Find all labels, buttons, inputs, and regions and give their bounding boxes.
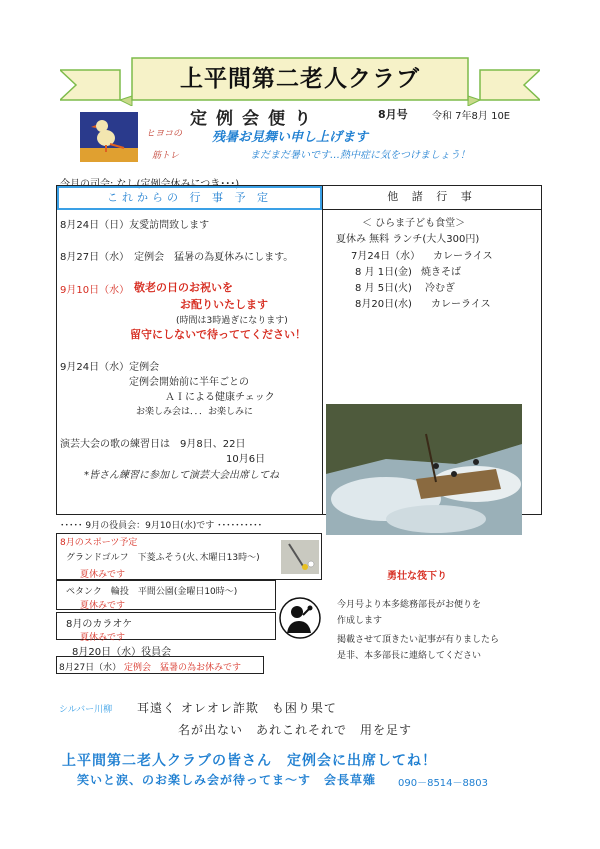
aug27-note: 定例会 猛暑の為お休みです (124, 663, 242, 673)
schedule-item: 8月24日（日）友愛訪問致します (60, 220, 210, 231)
schedule-item: 8月27日（水） 定例会 猛暑の為夏休みにします。 (60, 252, 294, 263)
closing-message: 笑いと涙、のお楽しみ会が待ってま～す 会長草薙 (77, 773, 377, 787)
senryu-label: シルバー川柳 (59, 705, 113, 715)
editor-note: 是非、本多部長に連絡してください (337, 651, 482, 661)
practice-days: 10月6日 (226, 454, 266, 465)
contact-phone: 090－8514－8803 (398, 778, 488, 789)
ground-golf-image (281, 540, 319, 574)
menu-dish: 冷むぎ (425, 283, 455, 294)
chick-label: ヒヨコの (146, 129, 183, 139)
golf-item: グランドゴルフ 下菱ふそう(火､木曜日13時～) (66, 553, 260, 563)
heatstroke-warning: まだまだ暑いです…熱中症に気をつけましょう！ (250, 150, 470, 161)
menu-date: 7月24日（水） (351, 251, 421, 262)
menu-date: 8 月 1日(金) (355, 267, 412, 278)
respect-aged-gift: 敬老の日のお祝いを (134, 281, 233, 294)
menu-date: 8 月 5日(火) (355, 283, 412, 294)
officers-meeting: ･････ 9月の役員会：9月10日(水)です ･･････････ (60, 521, 263, 531)
editor-note: 作成します (337, 616, 383, 626)
issue-date: 令和 7年8月 10E (432, 111, 511, 122)
aug27-date: 8月27日（水） (59, 663, 122, 673)
schedule-item: 定例会開始前に半年ごとの (129, 377, 249, 388)
photo-caption: 勇壮な筏下り (387, 571, 447, 582)
petanque-item: ペタンク 輪投 平間公園(金曜日10時～) (66, 587, 238, 597)
board-meeting: 8月20日（水）役員会 (72, 647, 172, 658)
issue-month: 8月号 (378, 108, 408, 121)
menu-dish: カレーライス (431, 299, 491, 310)
column-divider (322, 185, 323, 515)
closing-message: 上平間第二老人クラブの皆さん 定例会に出席してね！ (62, 753, 437, 769)
other-events-heading: 他 諸 行 事 (323, 186, 541, 210)
karaoke-status: 夏休みです (80, 633, 126, 643)
senryu-line: 耳遠く オレオレ詐欺 も困り果て (137, 701, 337, 715)
editor-note: 今月号より本多総務部長がお便りを (337, 600, 482, 610)
club-title: 上平間第二老人クラブ (180, 66, 420, 92)
meeting-chair: 今月の司会: なし(定例会休みにつき･･･) (60, 179, 240, 190)
karaoke-singer-icon (279, 597, 321, 639)
petanque-status: 夏休みです (80, 601, 126, 611)
river-rafting-photo (326, 404, 522, 535)
schedule-note: (時間は3時過ぎになります) (176, 316, 288, 326)
summer-greeting: 残暑お見舞い申し上げます (212, 130, 369, 145)
chick-label: 筋トレ (152, 151, 180, 161)
menu-dish: 焼きそば (421, 267, 461, 278)
schedule-item-date: 9月10日（水） (60, 285, 130, 296)
chick-exercise-image (80, 112, 138, 162)
schedule-note: お楽しみ会は．．．お楽しみに (136, 407, 254, 417)
sports-heading: 8月のスポーツ予定 (60, 538, 138, 548)
practice-days: 演芸大会の歌の練習日は 9月8日、22日 (60, 439, 246, 450)
summer-lunch: 夏休み 無料 ランチ(大人300円) (336, 234, 480, 245)
respect-aged-gift: お配りいたします (180, 298, 268, 311)
karaoke-item: 8月のカラオケ (66, 619, 133, 630)
menu-dish: カレーライス (433, 251, 493, 262)
editor-note: 掲載させて頂きたい記事が有りましたら (337, 635, 500, 645)
schedule-item: 9月24日（水）定例会 (60, 362, 160, 373)
kids-cafeteria-title: ＜ ひらま子ども食堂＞ (362, 218, 466, 229)
schedule-heading: これからの 行 事 予 定 (57, 186, 322, 210)
senryu-line: 名が出ない あれこれそれで 用を足す (178, 723, 413, 737)
newsletter-subtitle: 定例会便り (190, 109, 320, 129)
golf-status: 夏休みです (80, 570, 126, 580)
schedule-item: ＡＩによる健康チェック (165, 392, 275, 403)
practice-note: *皆さん練習に参加して演芸大会出席してね (84, 470, 279, 481)
menu-date: 8月20日(水) (355, 299, 412, 310)
stay-home-note: 留守にしないで待っててください！ (130, 328, 306, 341)
